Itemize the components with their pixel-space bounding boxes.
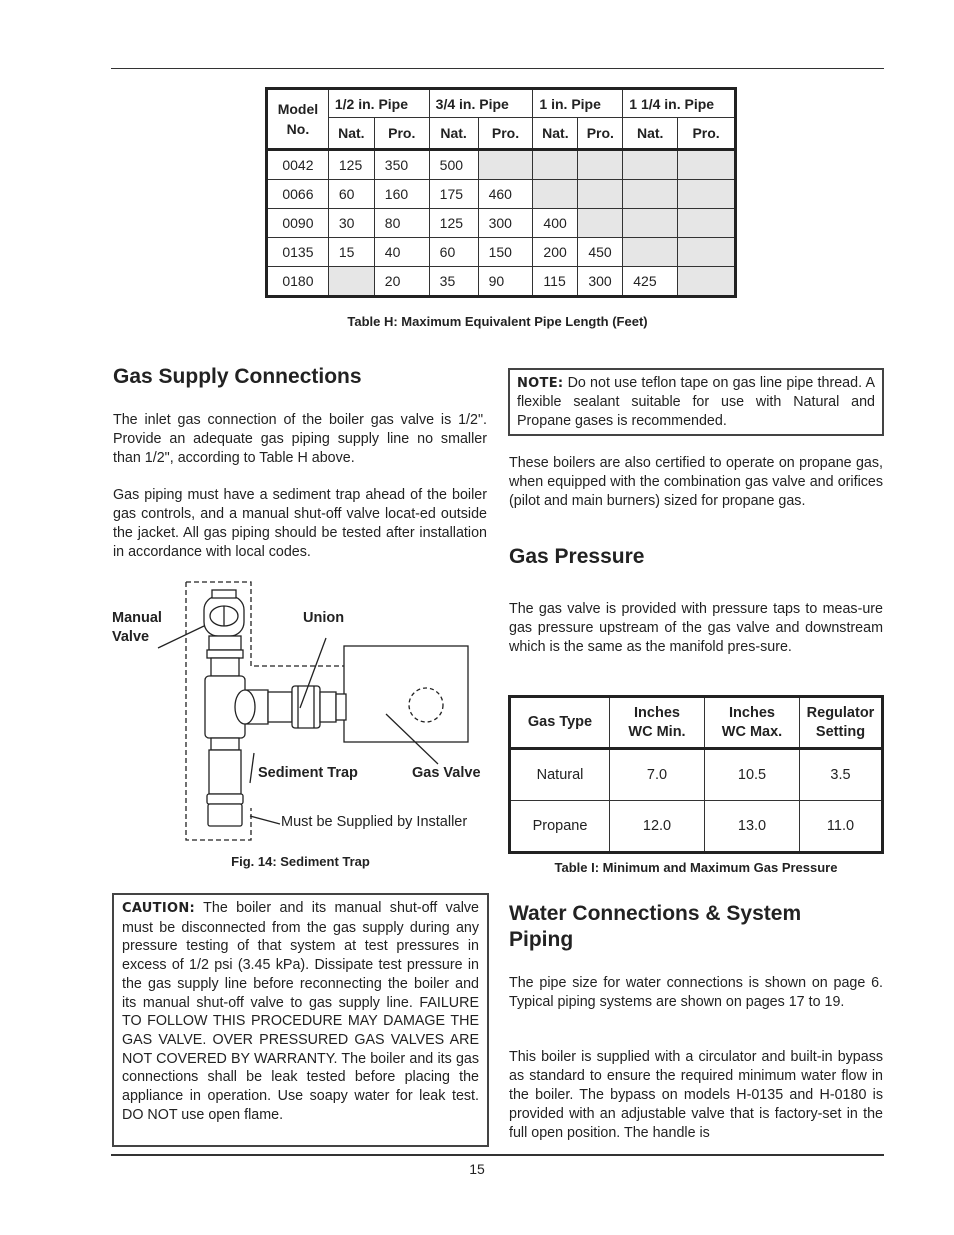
table-cell: 0135	[267, 238, 329, 267]
table-cell: 15	[328, 238, 374, 267]
table-row	[510, 749, 883, 801]
group-header: 1 in. Pipe	[533, 89, 623, 118]
table-cell: 0090	[267, 209, 329, 238]
table-cell: 0042	[267, 150, 329, 180]
table-cell: 115	[533, 267, 578, 297]
sediment-trap-label: Sediment Trap	[258, 765, 358, 781]
table-row	[267, 180, 736, 209]
model-header: Model No.	[267, 89, 329, 150]
table-cell: 300	[578, 267, 623, 297]
installer-label: Must be Supplied by Installer	[281, 814, 468, 830]
table-row	[267, 209, 736, 238]
table-cell: 125	[328, 150, 374, 180]
table-cell	[623, 209, 678, 238]
table-cell: 90	[478, 267, 533, 297]
gas-supply-para-2: Gas piping must have a sediment trap ahead of the boiler gas controls, and a manual shut-off valve locat-ed outside the jacket. All gas piping should be tested after installation in accordance with local codes.	[113, 487, 487, 560]
sub-header: Pro.	[478, 118, 533, 150]
gas-pressure-para: The gas valve is provided with pressure taps to meas-ure gas pressure upstream of the gas valve and downstream which is the same as the manifold pres-sure.	[509, 601, 883, 655]
pipe-length-table	[265, 87, 737, 298]
propane-para: These boilers are also certified to operate on propane gas, when equipped with the combination gas valve and orifices (pilot and main burners) sized for propane gas.	[509, 455, 883, 509]
table-cell: 7.0	[610, 749, 705, 801]
table-cell: 11.0	[800, 801, 883, 853]
wc-min-header: Inches WC Min.	[610, 697, 705, 749]
table-cell	[328, 267, 374, 297]
table-cell: 425	[623, 267, 678, 297]
sub-header: Pro.	[578, 118, 623, 150]
table-cell: 460	[478, 180, 533, 209]
table-row	[267, 238, 736, 267]
table-row	[267, 150, 736, 180]
table-cell: 0180	[267, 267, 329, 297]
table-cell: 150	[478, 238, 533, 267]
gas-supply-para-1: The inlet gas connection of the boiler gas valve is 1/2". Provide an adequate gas piping supply line no smaller than 1/2", according to Table H above.	[113, 412, 487, 466]
water-para-1: The pipe size for water connections is shown on page 6. Typical piping systems are shown on pages 17 to 19.	[509, 975, 883, 1010]
note-label: NOTE:	[517, 376, 564, 391]
note-box	[508, 368, 884, 436]
table-cell	[623, 180, 678, 209]
table-cell	[678, 209, 736, 238]
table-cell	[678, 180, 736, 209]
gas-valve-label: Gas Valve	[412, 765, 481, 781]
table-cell	[533, 180, 578, 209]
gas-type-header: Gas Type	[510, 697, 610, 749]
table-cell	[678, 238, 736, 267]
bottom-rule	[111, 1154, 884, 1156]
table-cell: 200	[533, 238, 578, 267]
table-cell: 30	[328, 209, 374, 238]
sub-header: Nat.	[429, 118, 478, 150]
caution-label: CAUTION:	[122, 901, 195, 916]
gas-supply-heading: Gas Supply Connections	[113, 365, 362, 388]
union-label: Union	[303, 610, 345, 626]
sub-header: Pro.	[678, 118, 736, 150]
table-cell: 80	[374, 209, 429, 238]
page-number: 15	[469, 1161, 485, 1177]
table-cell: 175	[429, 180, 478, 209]
water-para-2: This boiler is supplied with a circulator and built-in bypass as standard to ensure the required minimum water flow in the boiler. The bypass on models H-0135 and H-0180 is provided with an adjustable valve that is factory-set in the full open position. The handle is	[509, 1049, 883, 1141]
table-cell	[623, 150, 678, 180]
fig-14-caption: Fig. 14: Sediment Trap	[231, 854, 370, 869]
table-cell	[678, 150, 736, 180]
note-text: Do not use teflon tape on gas line pipe thread. A flexible sealant suitable for use with Natural and Propane gases is recommended.	[517, 375, 875, 429]
table-cell: 500	[429, 150, 478, 180]
table-cell: 400	[533, 209, 578, 238]
table-cell	[533, 150, 578, 180]
table-cell: 35	[429, 267, 478, 297]
group-header: 3/4 in. Pipe	[429, 89, 533, 118]
table-row	[510, 801, 883, 853]
top-rule	[111, 68, 884, 69]
group-header: 1 1/4 in. Pipe	[623, 89, 736, 118]
table-cell: 60	[429, 238, 478, 267]
table-cell	[478, 150, 533, 180]
table-i-caption: Table I: Minimum and Maximum Gas Pressure	[554, 860, 838, 875]
table-cell	[623, 238, 678, 267]
table-cell: 125	[429, 209, 478, 238]
table-cell	[678, 267, 736, 297]
regulator-header: Regulator Setting	[800, 697, 883, 749]
sub-header: Pro.	[374, 118, 429, 150]
table-cell: 60	[328, 180, 374, 209]
table-cell: 350	[374, 150, 429, 180]
table-cell	[578, 209, 623, 238]
sub-header: Nat.	[533, 118, 578, 150]
water-connections-heading: Water Connections & System Piping	[509, 902, 802, 951]
table-cell: Propane	[510, 801, 610, 853]
gas-pressure-heading: Gas Pressure	[509, 545, 645, 568]
table-cell: 300	[478, 209, 533, 238]
manual-valve-label: Manual Valve	[112, 610, 162, 645]
table-cell	[578, 180, 623, 209]
wc-max-header: Inches WC Max.	[705, 697, 800, 749]
table-cell	[578, 150, 623, 180]
table-row	[267, 267, 736, 297]
table-cell: Natural	[510, 749, 610, 801]
table-cell: 450	[578, 238, 623, 267]
table-cell: 160	[374, 180, 429, 209]
table-h-caption: Table H: Maximum Equivalent Pipe Length (Feet)	[347, 314, 648, 329]
group-header: 1/2 in. Pipe	[328, 89, 429, 118]
table-cell: 13.0	[705, 801, 800, 853]
table-cell: 20	[374, 267, 429, 297]
sub-header: Nat.	[623, 118, 678, 150]
caution-text: The boiler and its manual shut-off valve must be disconnected from the gas supply during any pressure testing of that system at test pressures in excess of 1/2 psi (3.45 kPa). Dissipate test pressure in the gas supply line before reconnecting the boiler and its manual shut-off valve to gas supply line. FAILURE TO FOLLOW THIS PROCEDURE MAY DAMAGE THE GAS VALVE. OVER PRESSURED GAS VALVES ARE NOT COVERED BY WARRANTY. The boiler and its gas connections shall be leak tested before placing the appliance in operation. Use soapy water for leak test. DO NOT use open flame.	[122, 900, 479, 1123]
table-cell: 12.0	[610, 801, 705, 853]
caution-box	[112, 893, 489, 1147]
table-cell: 0066	[267, 180, 329, 209]
table-cell: 10.5	[705, 749, 800, 801]
gas-pressure-table	[508, 695, 884, 854]
table-cell: 3.5	[800, 749, 883, 801]
sub-header: Nat.	[328, 118, 374, 150]
table-cell: 40	[374, 238, 429, 267]
